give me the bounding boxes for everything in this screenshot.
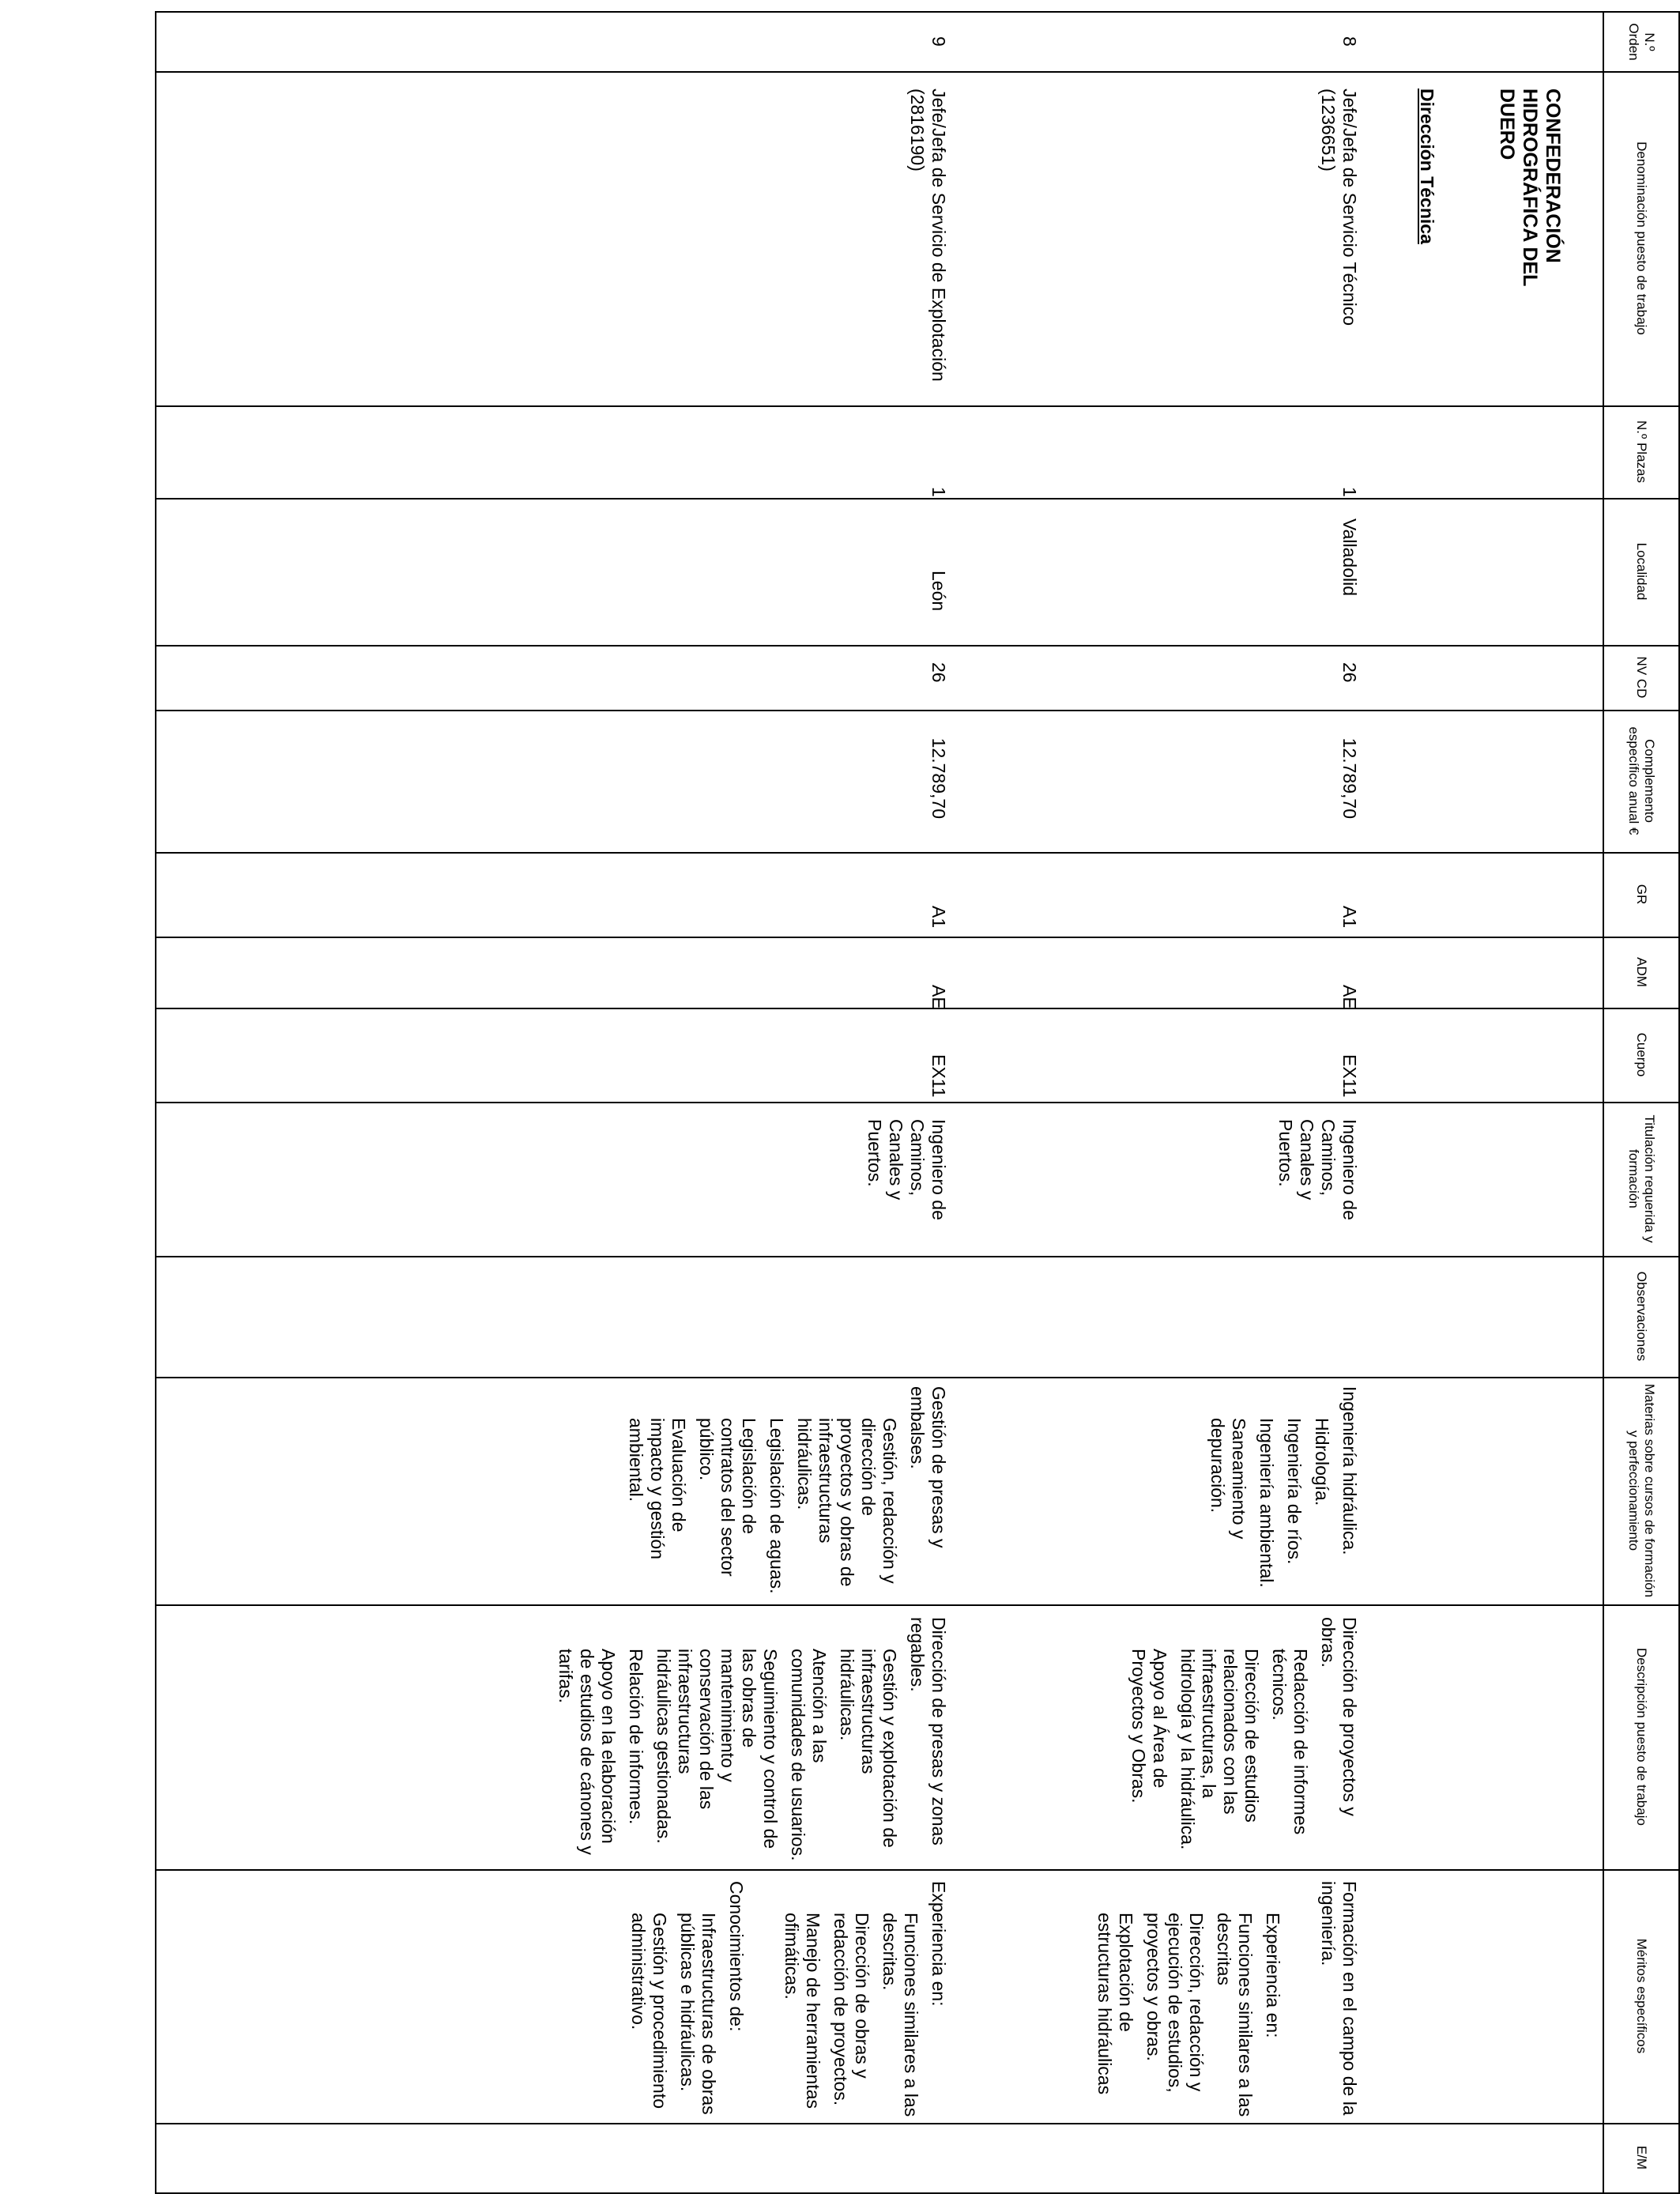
header-denominacion: Denominación puesto de trabajo [1634,141,1649,335]
descripcion-item: Atención a las comunidades de usuarios. [788,1649,830,1861]
col-plazas [156,405,1678,499]
positions-table [155,11,1680,2194]
row-materias [619,1386,949,1600]
merito-item: Explotación de estructuras hidráulicas [1094,1913,1136,2095]
materia-item: Saneamiento y depuración. [1207,1418,1249,1540]
header-observaciones: Observaciones [1634,1271,1649,1362]
row-adm: AE [1339,985,1360,1009]
row-denominacion: Jefe/Jefa de Servicio Técnico (1236651) [1318,89,1360,326]
header-grupo: GR [1634,884,1649,905]
merito-item: Formación en el campo de la ingeniería. [1318,1881,1360,2116]
descripcion-item: Dirección de estudios relacionados con las infraestructuras, la hidrología y la hidráulica. [1177,1649,1262,1850]
row-nivel: 26 [929,662,949,683]
merito-item: Dirección, redacción y ejecución de estudios, proyectos y obras. [1143,1913,1207,2093]
row-adm: AE [929,985,949,1009]
row-titulacion: Ingeniero de Caminos, Canales y Puertos. [1275,1119,1360,1220]
col-cuerpo [156,1008,1678,1103]
merito-item: Funciones similares a las descritas. [880,1913,921,2117]
row-cuerpo: EX11 [929,1054,949,1098]
descripcion-item: Apoyo en la elaboración de estudios de cánones y tarifas. [556,1649,619,1855]
descripcion-item: Apoyo al Área de Proyectos y Obras. [1128,1649,1170,1804]
materia-item: Legislación de aguas. [767,1418,787,1594]
header-cuerpo: Cuerpo [1634,1032,1649,1077]
col-localidad [156,498,1678,647]
organism-title: CONFEDERACIÓN HIDROGRÁFICA DEL DUERO [1496,89,1564,286]
descripcion-item: Dirección de proyectos y obras. [1318,1617,1360,1816]
header-complemento: Complemento específico anual € [1626,726,1657,835]
materia-item: Ingeniería de ríos. [1284,1418,1305,1565]
row-complemento: 12.789,70 [1339,737,1360,819]
merito-item: Dirección de obras y redacción de proyectos. [831,1913,872,2106]
row-grupo: A1 [929,906,949,929]
row-descripcion [548,1617,949,1862]
merito-item [753,1881,774,2118]
header-descripcion: Descripción puesto de trabajo [1634,1648,1649,1826]
merito-item [1290,1881,1311,2118]
header-plazas: N.º Plazas [1634,420,1649,483]
header-meritos: Méritos específicos [1634,1938,1649,2054]
header-nivel: NV CD [1634,656,1649,699]
col-orden [156,13,1678,73]
header-materias: Materias sobre cursos de formación y perfeccionamiento [1626,1383,1657,1598]
header-row [1603,13,1678,2194]
materia-item: Ingeniería ambiental. [1256,1418,1277,1588]
materia-item: Hidrología. [1312,1418,1332,1506]
descripcion-item: Seguimiento y control de las obras de mantenimiento y conservación de las infraestructuras hidráulicas gestionadas. [654,1649,781,1849]
materia-item: Gestión, redacción y dirección de proyectos y obras de infraestructuras hidráulicas. [794,1418,900,1587]
merito-item: Manejo de herramientas ofimáticas. [782,1913,823,2109]
header-orden: N.º Orden [1626,23,1657,61]
merito-item: Funciones similares a las descritas [1214,1913,1256,2117]
descripcion-item: Redacción de informes técnicos. [1269,1649,1311,1835]
col-grupo [156,852,1678,938]
section-title: Dirección Técnica [1417,89,1437,244]
row-localidad: León [929,571,949,612]
materia-item: Gestión de presas y embalses. [907,1386,949,1548]
merito-item: Experiencia en: [929,1881,949,2007]
merito-item: Conocimientos de: [726,1881,747,2032]
header-em: E/M [1634,2145,1649,2170]
materia-item: Evaluación de impacto y gestión ambiental. [626,1418,689,1559]
row-meritos [621,1881,949,2118]
header-localidad: Localidad [1634,542,1649,601]
header-adm: ADM [1634,957,1649,987]
row-plazas: 1 [929,487,949,497]
col-nivel [156,645,1678,711]
merito-item: Gestión y procedimiento administrativo. [628,1913,670,2109]
row-plazas: 1 [1339,487,1360,497]
materia-item: Legislación de contratos del sector público. [696,1418,759,1577]
header-titulacion: Titulación requerida y formación [1626,1114,1657,1243]
descripcion-item: Relación de informes. [626,1649,646,1825]
row-orden: 8 [1339,36,1360,47]
merito-item: Infraestructuras de obras públicas e hidráulicas. [677,1913,719,2115]
row-cuerpo: EX11 [1339,1054,1360,1098]
col-adm [156,937,1678,1009]
col-observaciones [156,1256,1678,1378]
row-descripcion [1121,1617,1360,1862]
col-complemento [156,710,1678,854]
row-grupo: A1 [1339,906,1360,929]
row-complemento: 12.789,70 [929,737,949,819]
descripcion-item: Gestión y explotación de infraestructuras hidráulicas. [837,1649,900,1848]
row-titulacion: Ingeniero de Caminos, Canales y Puertos. [864,1119,949,1220]
row-nivel: 26 [1339,662,1360,683]
merito-item: Experiencia en: [1263,1913,1283,2038]
row-denominacion: Jefe/Jefa de Servicio de Explotación (2816190) [907,89,949,382]
row-meritos [1087,1881,1360,2118]
col-em [156,2123,1678,2194]
descripcion-item: Dirección de presas y zonas regables. [907,1617,949,1845]
row-materias [1200,1386,1360,1600]
row-orden: 9 [929,36,949,47]
row-localidad: Valladolid [1339,518,1360,597]
materia-item: Ingeniería hidráulica. [1339,1386,1360,1555]
